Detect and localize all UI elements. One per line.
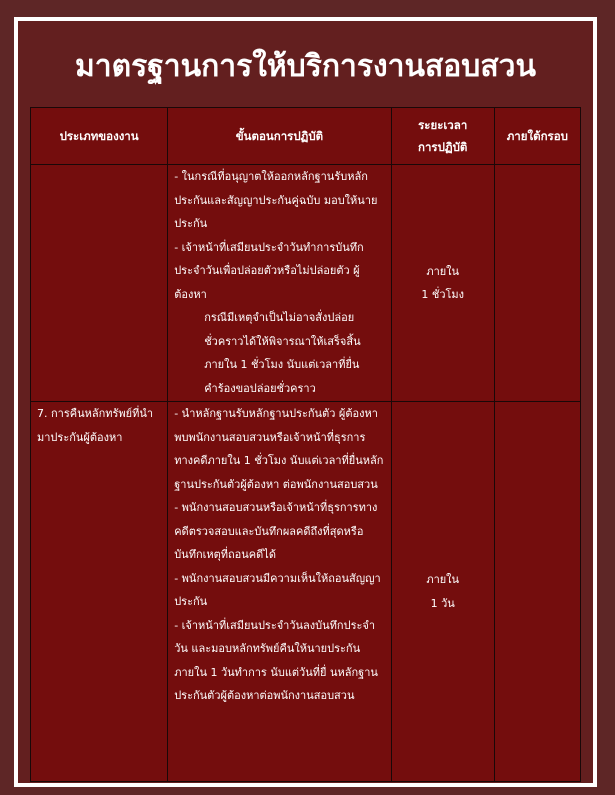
duration-line2: 1 ชั่วโมง — [421, 288, 465, 301]
step-text: - เจ้าหน้าที่เสมียนประจำวันทำการบันทึกประจำวันเพื่อปล่อยตัวหรือไม่ปล่อยตัว ผู้ต้องหา — [174, 240, 364, 301]
step-text: - พนักงานสอบสวนมีความเห็นให้ถอนสัญญาประกัน — [174, 571, 381, 608]
header-duration-line1: ระยะเวลา — [418, 118, 468, 132]
header-duration-line2: การปฏิบัติ — [418, 140, 468, 154]
step-text: - เจ้าหน้าที่เสมียนประจำวันลงบันทึกประจำวัน และมอบหลักทรัพย์คืนให้นายประกัน ภายใน 1 วันทำการ นับแต่วันที่ยื่ นหลักฐานประกันตัวผู้ต้องหาต่อพนักงานสอบสวน — [174, 618, 378, 702]
duration-line1: ภายใน — [426, 573, 460, 586]
cell-duration — [391, 165, 494, 402]
cell-within — [494, 165, 580, 402]
table-row — [31, 165, 581, 402]
header-duration — [391, 108, 494, 165]
header-steps: ขั้นตอนการปฏิบัติ — [168, 108, 392, 165]
page-title: มาตรฐานการให้บริการงานสอบสวน — [75, 49, 536, 84]
table-header-row — [31, 108, 581, 165]
step-text: - พนักงานสอบสวนหรือเจ้าหน้าที่ธุรการทางคดีตรวจสอบและบันทึกผลคดีถึงที่สุดหรือบันทึกเหตุที่ถอนคดีได้ — [174, 501, 378, 561]
header-type: ประเภทของงาน — [31, 108, 168, 165]
step-text: ทางคดีภายใน 1 ชั่วโมง นับแต่เวลาที่ยื่นหลักฐานประกันตัวผู้ต้องหา ต่อพนักงานสอบสวน — [174, 454, 384, 491]
cell-within — [494, 402, 580, 782]
step-text: - นำหลักฐานรับหลักฐานประกันตัว ผู้ต้องหา พบพนักงานสอบสวนหรือเจ้าหน้าที่ธุรการ — [174, 407, 378, 444]
header-within: ภายใต้กรอบ — [494, 108, 580, 165]
step-text: กรณีมีเหตุจำเป็นไม่อาจสั่งปล่อยชั่วคราวได้ให้พิจารณาให้เสร็จสิ้นภายใน 1 ชั่วโมง นับแต่เวลาที่ยื่นคำร้องขอปล่อยชั่วคราว — [204, 311, 361, 395]
cell-type — [31, 165, 168, 402]
duration-line2: 1 วัน — [430, 596, 455, 610]
step-text: - ในกรณีที่อนุญาตให้ออกหลักฐานรับหลักประกันและสัญญาประกันคู่ฉบับ มอบให้นายประกัน — [174, 170, 378, 230]
cell-steps — [168, 165, 392, 402]
cell-type: 7. การคืนหลักทรัพย์ที่นำมาประกันผู้ต้องหา — [31, 402, 168, 782]
cell-duration — [391, 402, 494, 782]
cell-steps — [168, 402, 392, 782]
page-frame — [14, 17, 597, 787]
duration-line1: ภายใน — [426, 264, 460, 278]
service-standard-table — [30, 107, 581, 782]
table-row — [31, 402, 581, 782]
